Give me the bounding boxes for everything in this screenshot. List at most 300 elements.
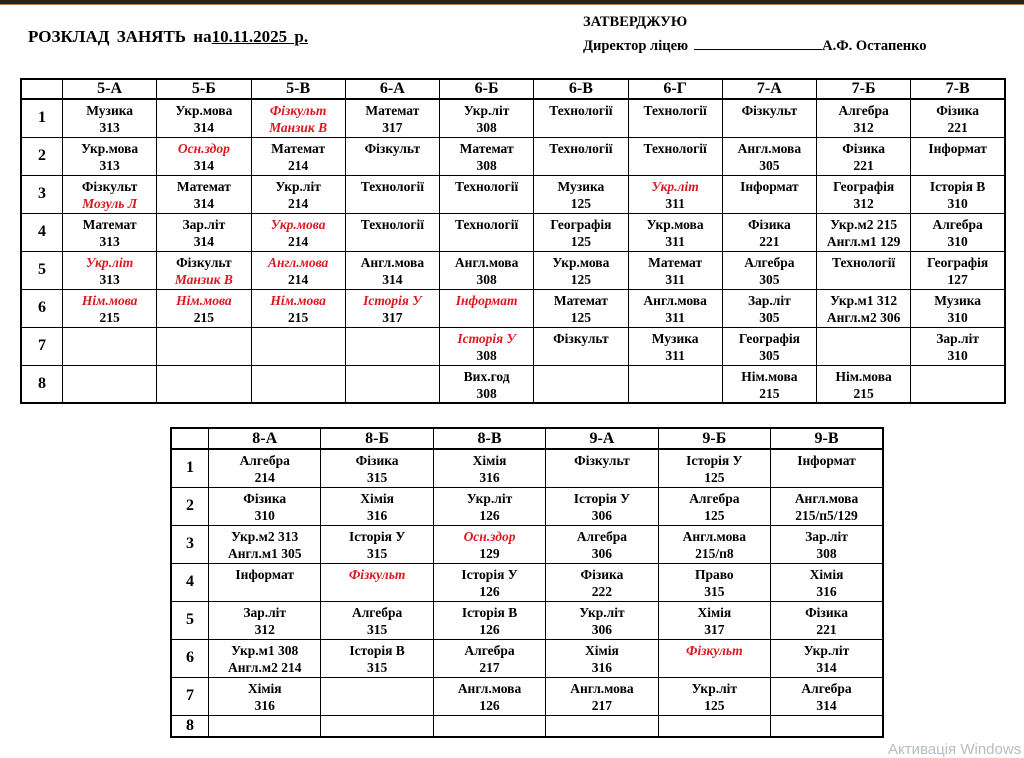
lesson-text: 221 [947,120,968,135]
lesson-text: Технології [360,178,425,194]
lesson-text: 217 [479,659,500,675]
schedule-cell [534,327,628,365]
lesson-number: 3 [171,525,209,563]
class-column-header: 5-А [63,79,157,99]
schedule-cell [658,563,770,601]
schedule-cell [771,639,883,677]
lesson-text: 315 [366,545,388,561]
schedule-cell [63,213,157,251]
lesson-number: 6 [171,639,209,677]
schedule-cell [209,487,321,525]
lesson-text: Англ.мова [360,254,425,270]
lesson-text: 314 [193,120,214,135]
lesson-text: 316 [591,659,613,675]
schedule-cell [345,99,439,137]
director-name: А.Ф. Остапенко [822,38,927,54]
lesson-text: Англ.м1 305 [227,545,302,561]
lesson-text: 314 [193,233,214,249]
schedule-cell [251,99,345,137]
lesson-text: 312 [853,195,874,211]
lesson-text: Англ.мова [682,528,747,544]
lesson-text: Алгебра [838,103,889,118]
lesson-number: 8 [171,715,209,737]
schedule-cell [345,213,439,251]
lesson-text: Укр.літ [463,103,510,118]
lesson-text: Технології [454,216,519,232]
schedule-cell [546,639,658,677]
lesson-text: 126 [479,507,500,523]
schedule-cell [251,251,345,289]
lesson-text: Географія [833,178,895,194]
lesson-text: 221 [853,157,874,173]
lesson-text: 317 [704,621,725,637]
schedule-row [171,563,883,601]
lesson-text: Технології [831,254,896,270]
schedule-cell [911,137,1005,175]
lesson-text: Хімія [247,680,282,696]
schedule-cell [658,449,770,487]
lesson-number: 5 [171,601,209,639]
lesson-text: Математ [176,178,231,194]
lesson-text: 312 [254,621,275,637]
schedule-cell [157,175,251,213]
lesson-text: 313 [99,120,120,135]
lesson-text: 315 [366,621,388,637]
title-text: РОЗКЛАД ЗАНЯТЬ на [28,27,212,46]
lesson-text: 310 [947,233,968,249]
schedule-cell [911,175,1005,213]
class-column-header: 6-А [345,79,439,99]
class-header-row [171,428,883,449]
lesson-text: Англ.м2 214 [227,659,302,675]
schedule-cell [209,677,321,715]
schedule-cell [722,137,816,175]
lesson-number: 8 [21,365,63,403]
lesson-text: Фізкульт [741,103,798,118]
lesson-text: 316 [816,583,837,599]
schedule-cell [345,289,439,327]
schedule-cell [209,639,321,677]
schedule-cell [321,639,433,677]
lesson-number: 1 [21,99,63,137]
schedule-cell [911,251,1005,289]
schedule-row [21,365,1005,403]
lesson-text: 308 [816,545,837,561]
schedule-cell [345,365,439,403]
schedule-row [21,213,1005,251]
lesson-text: Історія У [686,453,743,468]
schedule-cell [433,449,545,487]
lesson-text: Зар.літ [805,528,848,544]
schedule-cell [722,365,816,403]
schedule-cell [628,251,722,289]
schedule-cell [546,563,658,601]
lesson-text: Алгебра [576,528,628,544]
lesson-text: 215 [99,309,120,325]
lesson-text: 222 [591,583,613,599]
lesson-text: Інформат [235,566,294,582]
schedule-cell [817,289,911,327]
lesson-text: Математ [365,103,420,118]
schedule-row [171,601,883,639]
schedule-row [171,677,883,715]
lesson-text: 308 [476,385,497,401]
schedule-cell [722,327,816,365]
lesson-text: Англ.м1 129 [826,233,901,249]
schedule-row [171,525,883,563]
schedule-cell [251,175,345,213]
schedule-cell [157,137,251,175]
lesson-text: Технології [549,140,613,156]
schedule-cell [722,289,816,327]
schedule-cell [771,487,883,525]
substitution-text: Фізкульт [269,103,327,118]
lesson-text: Англ.мова [794,490,859,506]
schedule-cell [658,677,770,715]
lesson-text: 315 [366,470,388,485]
schedule-cell [546,715,658,737]
schedule-cell [433,487,545,525]
schedule-row [21,137,1005,175]
schedule-cell [321,449,433,487]
schedule-cell [251,213,345,251]
lesson-text: Нім.мова [741,368,798,384]
lesson-text: 221 [759,233,780,249]
schedule-cell [771,449,883,487]
lesson-text: 314 [816,697,837,713]
lesson-text: Алгебра [464,642,515,658]
lesson-text: Музика [934,292,982,308]
schedule-cell [440,137,534,175]
schedule-cell [321,487,433,525]
schedule-cell [817,175,911,213]
lesson-text: Фізкульт [364,140,421,156]
director-line [583,36,927,55]
class-column-header: 6-Б [440,79,534,99]
lesson-text: 129 [479,545,500,561]
lesson-text: 311 [665,271,685,287]
lesson-text: Алгебра [351,604,403,620]
lesson-text: 314 [193,157,214,173]
lesson-text: 311 [665,233,685,249]
schedule-cell [771,601,883,639]
lesson-text: 125 [570,233,591,249]
class-column-header: 7-Б [817,79,911,99]
schedule-cell [63,289,157,327]
schedule-cell [345,327,439,365]
lesson-text: Фізика [243,490,287,506]
class-column-header: 9-Б [658,428,770,449]
lesson-text: 215 [853,385,874,401]
lesson-text: 215/п5/129 [795,507,858,523]
lesson-text: Математ [648,254,703,270]
lesson-text: Укр.літ [803,642,850,658]
lesson-text: 312 [853,120,874,135]
class-column-header: 7-А [722,79,816,99]
lesson-text: Історія В [461,604,518,620]
schedule-cell [658,601,770,639]
substitution-text: Укр.літ [86,254,134,270]
schedule-cell [63,99,157,137]
schedule-cell [628,327,722,365]
lesson-text: 310 [947,347,968,363]
page-title [28,27,308,47]
substitution-text: Фізкульт [686,642,743,658]
schedule-cell [534,365,628,403]
approval-block [583,14,927,55]
schedule-cell [157,213,251,251]
schedule-row [171,639,883,677]
lesson-text: 306 [591,545,613,561]
schedule-cell [658,487,770,525]
lesson-text: 316 [254,697,275,713]
lesson-text: Історія В [929,178,986,194]
lesson-text: Географія [927,254,989,270]
lesson-text: Зар.літ [182,216,226,232]
schedule-cell [546,487,658,525]
lesson-text: Англ.мова [643,292,707,308]
schedule-cell [251,327,345,365]
substitution-text: Укр.літ [651,178,699,194]
class-column-header: 6-В [534,79,628,99]
lesson-number: 5 [21,251,63,289]
lesson-text: Вих.год [463,368,510,384]
schedule-row [21,327,1005,365]
schedule-cell [534,213,628,251]
schedule-cell [658,715,770,737]
lesson-text: 305 [759,347,780,363]
substitution-text: Нім.мова [81,292,138,308]
activate-windows-watermark: Активація Windows [888,741,1022,758]
lesson-text: 125 [570,309,591,325]
lesson-text: 308 [476,271,497,287]
lesson-text: 314 [816,659,837,675]
class-column-header: 8-В [433,428,545,449]
corner-cell [21,79,63,99]
lesson-text: Музика [651,330,699,346]
lesson-text: 306 [591,507,613,523]
schedule-cell [157,289,251,327]
lesson-text: Музика [86,103,134,118]
schedule-cell [440,99,534,137]
schedule-cell [345,137,439,175]
lesson-text: Англ.мова [457,680,522,696]
schedule-cell [817,137,911,175]
schedule-cell [63,251,157,289]
lesson-text: 314 [382,271,403,287]
lesson-text: 214 [288,233,309,249]
lesson-text: 308 [476,347,497,363]
substitution-text: Манзик В [174,271,233,287]
lesson-text: 310 [947,195,968,211]
schedule-cell [440,327,534,365]
schedule-cell [817,99,911,137]
schedule-cell [534,137,628,175]
lesson-text: 214 [288,195,309,211]
lesson-number: 2 [21,137,63,175]
lesson-text: 221 [816,621,837,637]
lesson-text: Укр.м2 215 [830,216,898,232]
substitution-text: Нім.мова [270,292,326,308]
lesson-text: Зар.літ [243,604,287,620]
schedule-cell [771,677,883,715]
class-column-header: 7-В [911,79,1005,99]
lesson-number: 4 [21,213,63,251]
lesson-text: Технології [643,140,707,156]
lesson-text: Математ [271,140,326,156]
lesson-text: Англ.мова [454,254,519,270]
class-column-header: 8-А [209,428,321,449]
schedule-row [171,715,883,737]
schedule-cell [771,525,883,563]
lesson-text: Хімія [360,490,394,506]
lesson-number: 1 [171,449,209,487]
lesson-text: Географія [550,216,612,232]
schedule-cell [433,715,545,737]
lesson-text: Музика [557,178,605,194]
lesson-text: Право [694,566,734,582]
schedule-cell [628,175,722,213]
lesson-text: 126 [479,583,500,599]
lesson-text: Технології [454,178,519,194]
lesson-text: 125 [704,470,725,485]
schedule-row [21,99,1005,137]
lesson-text: 217 [591,697,613,713]
schedule-cell [628,137,722,175]
substitution-text: Укр.мова [270,216,326,232]
schedule-cell [534,289,628,327]
schedule-cell [209,563,321,601]
signature-line [694,36,822,50]
lesson-text: Технології [643,103,707,118]
lower-schedule-table [170,427,884,738]
schedule-cell [546,677,658,715]
lesson-text: Інформат [797,453,856,468]
substitution-text: Мозуль Л [82,195,138,211]
lesson-text: Хімія [697,604,732,620]
lesson-text: 310 [254,507,275,523]
schedule-cell [534,175,628,213]
schedule-cell [321,715,433,737]
lesson-text: Укр.літ [466,490,513,506]
substitution-text: Історія У [363,292,422,308]
lesson-number: 6 [21,289,63,327]
schedule-cell [157,251,251,289]
lesson-text: Хімія [472,453,507,468]
lesson-number: 4 [171,563,209,601]
substitution-text: Фізкульт [348,566,406,582]
lesson-text: Технології [360,216,425,232]
lesson-text: Укр.мова [175,103,233,118]
director-label: Директор ліцею [583,38,689,54]
lesson-text: Математ [82,216,137,232]
schedule-cell [911,289,1005,327]
lesson-text: 311 [665,347,685,363]
schedule-cell [440,289,534,327]
lesson-text: 313 [99,157,120,173]
schedule-cell [911,365,1005,403]
schedule-cell [817,327,911,365]
class-column-header: 6-Г [628,79,722,99]
schedule-cell [433,601,545,639]
schedule-cell [722,213,816,251]
schedule-cell [546,525,658,563]
schedule-row [21,289,1005,327]
lesson-text: Англ.мова [570,680,634,696]
lesson-text: Фізкульт [81,178,138,194]
corner-cell [171,428,209,449]
schedule-cell [63,175,157,213]
lesson-text: Укр.мова [81,140,139,156]
lesson-text: Хімія [809,566,844,582]
schedule-cell [911,213,1005,251]
lesson-text: 215 [288,309,309,325]
lesson-text: Зар.літ [936,330,979,346]
substitution-text: Інформат [455,292,518,308]
lesson-text: 311 [665,309,685,325]
schedule-cell [658,639,770,677]
substitution-text: Історія У [457,330,516,346]
lesson-text: 125 [704,697,725,713]
lesson-text: Укр.літ [691,680,738,696]
schedule-cell [817,365,911,403]
lesson-text: 313 [99,233,120,249]
lesson-text: Алгебра [744,254,795,270]
class-column-header: 8-Б [321,428,433,449]
lesson-text: Історія У [348,528,406,544]
lesson-text: 126 [479,621,500,637]
schedule-cell [534,99,628,137]
lesson-text: Алгебра [239,453,290,468]
lesson-text: 316 [366,507,388,523]
lesson-text: Укр.м1 308 [231,642,299,658]
lesson-text: Алгебра [932,216,983,232]
schedule-cell [63,365,157,403]
lesson-text: 311 [665,195,685,211]
schedule-cell [722,99,816,137]
schedule-cell [911,327,1005,365]
lesson-text: Укр.мова [552,254,610,270]
lesson-text: Укр.м1 312 [830,292,898,308]
lesson-text: Географія [738,330,800,346]
lesson-text: Хімія [585,642,619,658]
lesson-number: 7 [21,327,63,365]
schedule-cell [440,365,534,403]
schedule-cell [345,175,439,213]
schedule-cell [433,525,545,563]
lesson-text: Історія У [461,566,518,582]
schedule-cell [911,99,1005,137]
lesson-text: Математ [459,140,514,156]
lesson-text: Англ.мова [737,140,802,156]
lesson-number: 3 [21,175,63,213]
schedule-cell [546,449,658,487]
schedule-cell [658,525,770,563]
lesson-text: 215 [759,385,780,401]
lesson-text: Фізкульт [176,254,232,270]
substitution-text: Осн.здор [463,528,516,544]
schedule-cell [345,251,439,289]
schedule-cell [722,251,816,289]
schedule-cell [628,289,722,327]
schedule-cell [628,213,722,251]
schedule-cell [157,99,251,137]
lesson-text: 308 [476,120,497,135]
schedule-cell [628,365,722,403]
lesson-text: 305 [759,157,780,173]
lesson-text: 308 [476,157,497,173]
class-header-row [21,79,1005,99]
